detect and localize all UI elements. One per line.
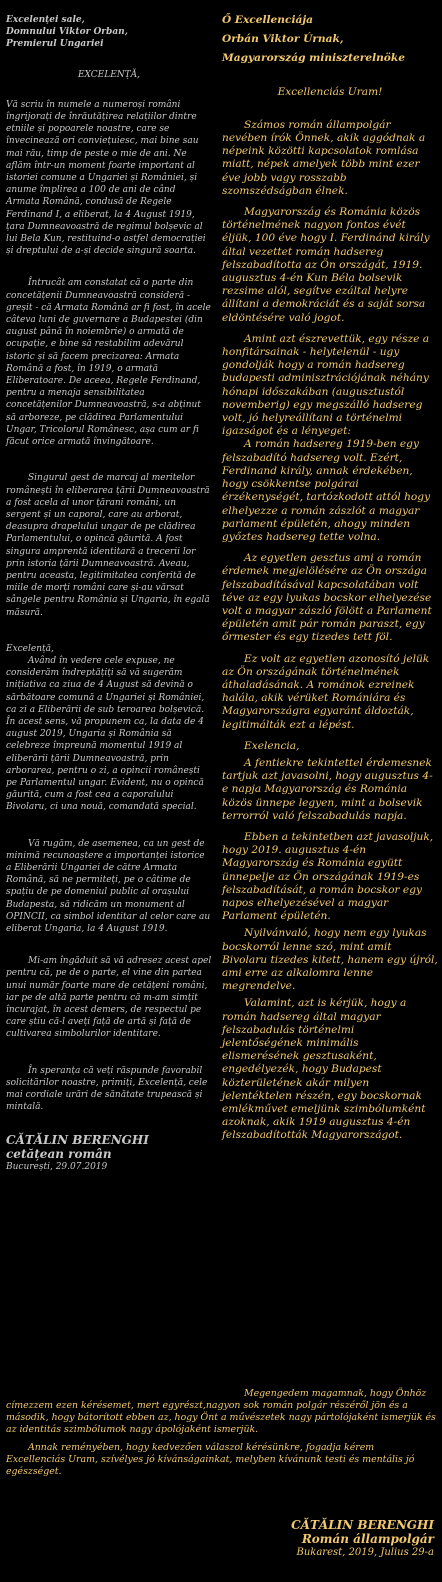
right-paragraph-3: Amint azt észrevettük, egy része a honfitársainak - helytelenül - ugy gondolják hogy a román hadsereg budapesti adminisztrációjának néhány hónapi időszakában (augusztustól novemberig) egy megszálló hadsereg volt, jó helyreállítani a történelmi igazságot és a lényeget:	[222, 332, 430, 438]
right-paragraph-9: Ebben a tekintetben azt javasoljuk, hogy 2019. augusztus 4-én Magyarország és Románia együtt ünnepelje az Ön országának 1919-es felszabadítását, a román bocskor egy napos elhelyezésével a magyar Parlament épületén.	[222, 830, 434, 923]
left-signature-title: cetățean român	[6, 1147, 112, 1162]
romanian-letter-column	[0, 0, 212, 1174]
right-paragraph-8: A fentiekre tekintettel érdemesnek tartjuk azt javasolni, hogy augusztus 4-e napja Magyarország és Románia közös ünnepe legyen, mint a bolsevik terrorról való felszabadulás napja.	[222, 756, 433, 822]
right-paragraph-6: Ez volt az egyetlen azonosító jelük az Ön országának történelmének áthaladásának. A románok ezreinek halála, akik vérüket Romániára és Magyarországra egyaránt áldozták, legitimálták ezt a lépést.	[222, 652, 430, 731]
right-paragraph-4: A román hadsereg 1919-ben egy felszabadító hadsereg volt. Ezért, Ferdinand király, annak érdekében, hogy csökkentse polgárai érzékenységét, tartózkodott attól hogy elhelyezze a román zászlót a magyar parlament épületén, ahogy minden győztes hadsereg tette volna.	[222, 438, 431, 543]
right-signature-date: Bukarest, 2019, Julius 29-a	[296, 1547, 434, 1558]
right-paragraph-1: Számos román állampolgár nevében írók Önnek, akik aggódnak a népeink közötti kapcsolatok romlása miatt, népek amelyek több mint ezer éve jobb vagy rosszabb szomszédságban élnek.	[222, 118, 426, 197]
hungarian-letter-column	[216, 0, 438, 1143]
left-heading: EXCELENȚĂ,	[77, 69, 141, 80]
left-paragraph-5: Având în vedere cele expuse, ne considerăm îndreptățiți să vă sugerăm inițiativa ca ziua de 4 August să devină o sărbătoare comună a Ungariei și României, ca zi a Eliberării de sub teroarea bolșevică. În acest sens, vă propunem ca, la data de 4 august 2019, Ungaria și România să celebreze împreună momentul 1919 al eliberării țării Dumneavoastră, prin arborarea, pentru o zi, a opincii românești pe Parlamentul ungar. Evident, nu o opincă găurită, cum a fost cea a caporalului Bivolaru, ci una nouă, comandată special.	[6, 655, 205, 813]
left-signature-name: CĂTĂLIN BERENGHI	[6, 1133, 149, 1148]
left-paragraph-3: Singurul gest de marcaj al meritelor românești în eliberarea țării Dumneavoastră a fost acela al unor țărani români, un sergent și un caporal, care au arborat, deasupra drapelului ungar de pe clădirea Parlamentului, o opincă găurită. A fost singura amprentă identitară a trecerii lor prin istoria țării Dumneavoastră. Aveau, pentru aceasta, legitimitatea conferită de miile de morți români care și-au vărsat sângele pentru România și Ungaria, în egală măsură.	[6, 473, 210, 618]
left-salutation-line-1: Excelenței sale,	[6, 15, 85, 25]
right-salutation-line-1: Ő Excellenciája	[222, 14, 314, 26]
left-salutation-line-2: Domnului Viktor Orban,	[6, 27, 128, 38]
right-signature-title: Román állampolgár	[301, 1532, 434, 1546]
right-paragraph-11: Valamint, azt is kérjük, hogy a román hadsereg által magyar felszabadulás történelmi jelentőségének minimális elismerésének gesztusaként, engedélyezék, hogy Budapest közterületének akár milyen jelentéktelen részén, egy bocskornak emlékművet emeljünk szimbólumként azoknak, akik 1919 augusztus 4-én felszabadították Magyarországot.	[222, 997, 426, 1142]
bottom-paragraph-2: Annak reményében, hogy kedvezően válaszol kérésünkre, fogadja kérem Excellenciás Uram, szívélyes jó kívánságainkat, melyben kívánunk testi és mentális jó egészséget.	[6, 1442, 415, 1477]
left-paragraph-7: Mi-am îngăduit să vă adresez acest apel pentru că, pe de o parte, el vine din partea unui număr foarte mare de cetățeni români, iar pe de altă parte pentru că m-am simțit încurajat, în acest demers, de respectul pe care știu că-l aveți față de artă și față de cultivarea simbolurilor identitare.	[6, 956, 212, 1040]
left-paragraph-6: Vă rugăm, de asemenea, ca un gest de minimă recunoaștere a importanței istorice a Eliberării Ungariei de către Armata Română, să ne permiteți, pe o câtime de spațiu de pe domeniul public al orașului Budapesta, să ridicăm un monument al OPINCII, ca simbol identitar al celor care au eliberat Ungaria, la 4 August 1919.	[6, 838, 211, 934]
right-paragraph-10: Nyilvánvaló, hogy nem egy lyukas bocskorról lenne szó, mint amit Bivolaru tizedes kitett, hanem egy újról, ami erre az alkalomra lenne megrendelve.	[222, 927, 438, 993]
left-paragraph-1: Vă scriu în numele a numeroși români îngrijorați de înrăutățirea relațiilor dintre etniile și popoarele noastre, care se învecinează ori conviețuiesc, mai bine sau mai rău, timp de peste o mie de ani. Ne aflăm într-un moment foarte important al istoriei comune a Ungariei și României, și anume împlirea a 100 de ani de când Armata Română, condusă de Regele Ferdinand I, a eliberat, la 4 August 1919, țara Dumneavoastră de regimul bolșevic al lui Bela Kun, restituind-o astfel democrației și dreptului de a-și decide singură soarta.	[6, 99, 206, 257]
left-signature-date: București, 29.07.2019	[6, 1162, 108, 1173]
right-paragraph-2: Magyarország és Románia közös történelmének nagyon fontos évét éljük, 100 éve hogy I. Ferdinánd király által vezettet román hadsereg felszabadította az Ön országát, 1919. augusztus 4-én Kun Béla bolsevik rezsime alól, segítve ezáltal helyre állítani a demokráciát és a saját sorsa eldöntésére való jogot.	[222, 206, 430, 324]
left-paragraph-2: Întrucât am constatat că o parte din concetățenii Dumneavoastră consideră - greșit - că Armata Română ar fi fost, în acele câteva luni de guvernare a Budapestei (din august până în noiembrie) o armată de ocupație, e bine să restabilim adevărul istoric și să facem precizarea: Armata Română a fost, în 1919, o armată Eliberatoare. De aceea, Regele Ferdinand, pentru a menaja sensibilitatea concetățenilor Dumneavoastră, s-a abținut să arboreze, pe clădirea Parlamentului Ungar, Tricolorul Românesc, așa cum ar fi făcut orice armată învingătoare.	[6, 278, 211, 448]
right-salutation-line-2: Orbán Viktor Úrnak,	[222, 33, 344, 46]
left-paragraph-4: Excelență,	[6, 643, 54, 654]
right-paragraph-7: Exelencia,	[244, 739, 300, 752]
right-heading: Excellenciás Uram!	[277, 85, 383, 98]
left-salutation-line-3: Premierul Ungariei	[6, 39, 104, 50]
right-salutation-line-3: Magyarország miniszterelnöke	[222, 52, 405, 65]
left-signature	[6, 1133, 212, 1173]
right-signature-name: CĂTĂLIN BERENGHI	[291, 1518, 434, 1532]
left-paragraph-8: În speranța că veți răspunde favorabil solicitărilor noastre, primiți, Excelență, cele mai cordiale urări de sănătate trupească și mintală.	[6, 1065, 208, 1113]
right-paragraph-5: Az egyetlen gesztus ami a román érdemek megjelölésére az Ön országa felszabadításával kapcsolatában volt téve az egy lyukas bocskor elhelyezése volt a magyar zászló fölött a Parlament épületén amit pár román paraszt, egy őrmester és egy tizedes tett föl.	[222, 552, 432, 644]
bottom-paragraph-1: Megengedem magamnak, hogy Önhöz címezzem ezen kérésemet, mert egyrészt,nagyon sok román polgár részéről jön és a második, hogy bátorított ebben az, hogy Önt a művészetek nagy pártolójaként ismerjük és az identitás szimbólumok nagy ápolójaként ismerjük.	[6, 1388, 436, 1435]
bottom-paragraphs	[6, 1388, 436, 1478]
right-signature	[291, 1518, 434, 1559]
